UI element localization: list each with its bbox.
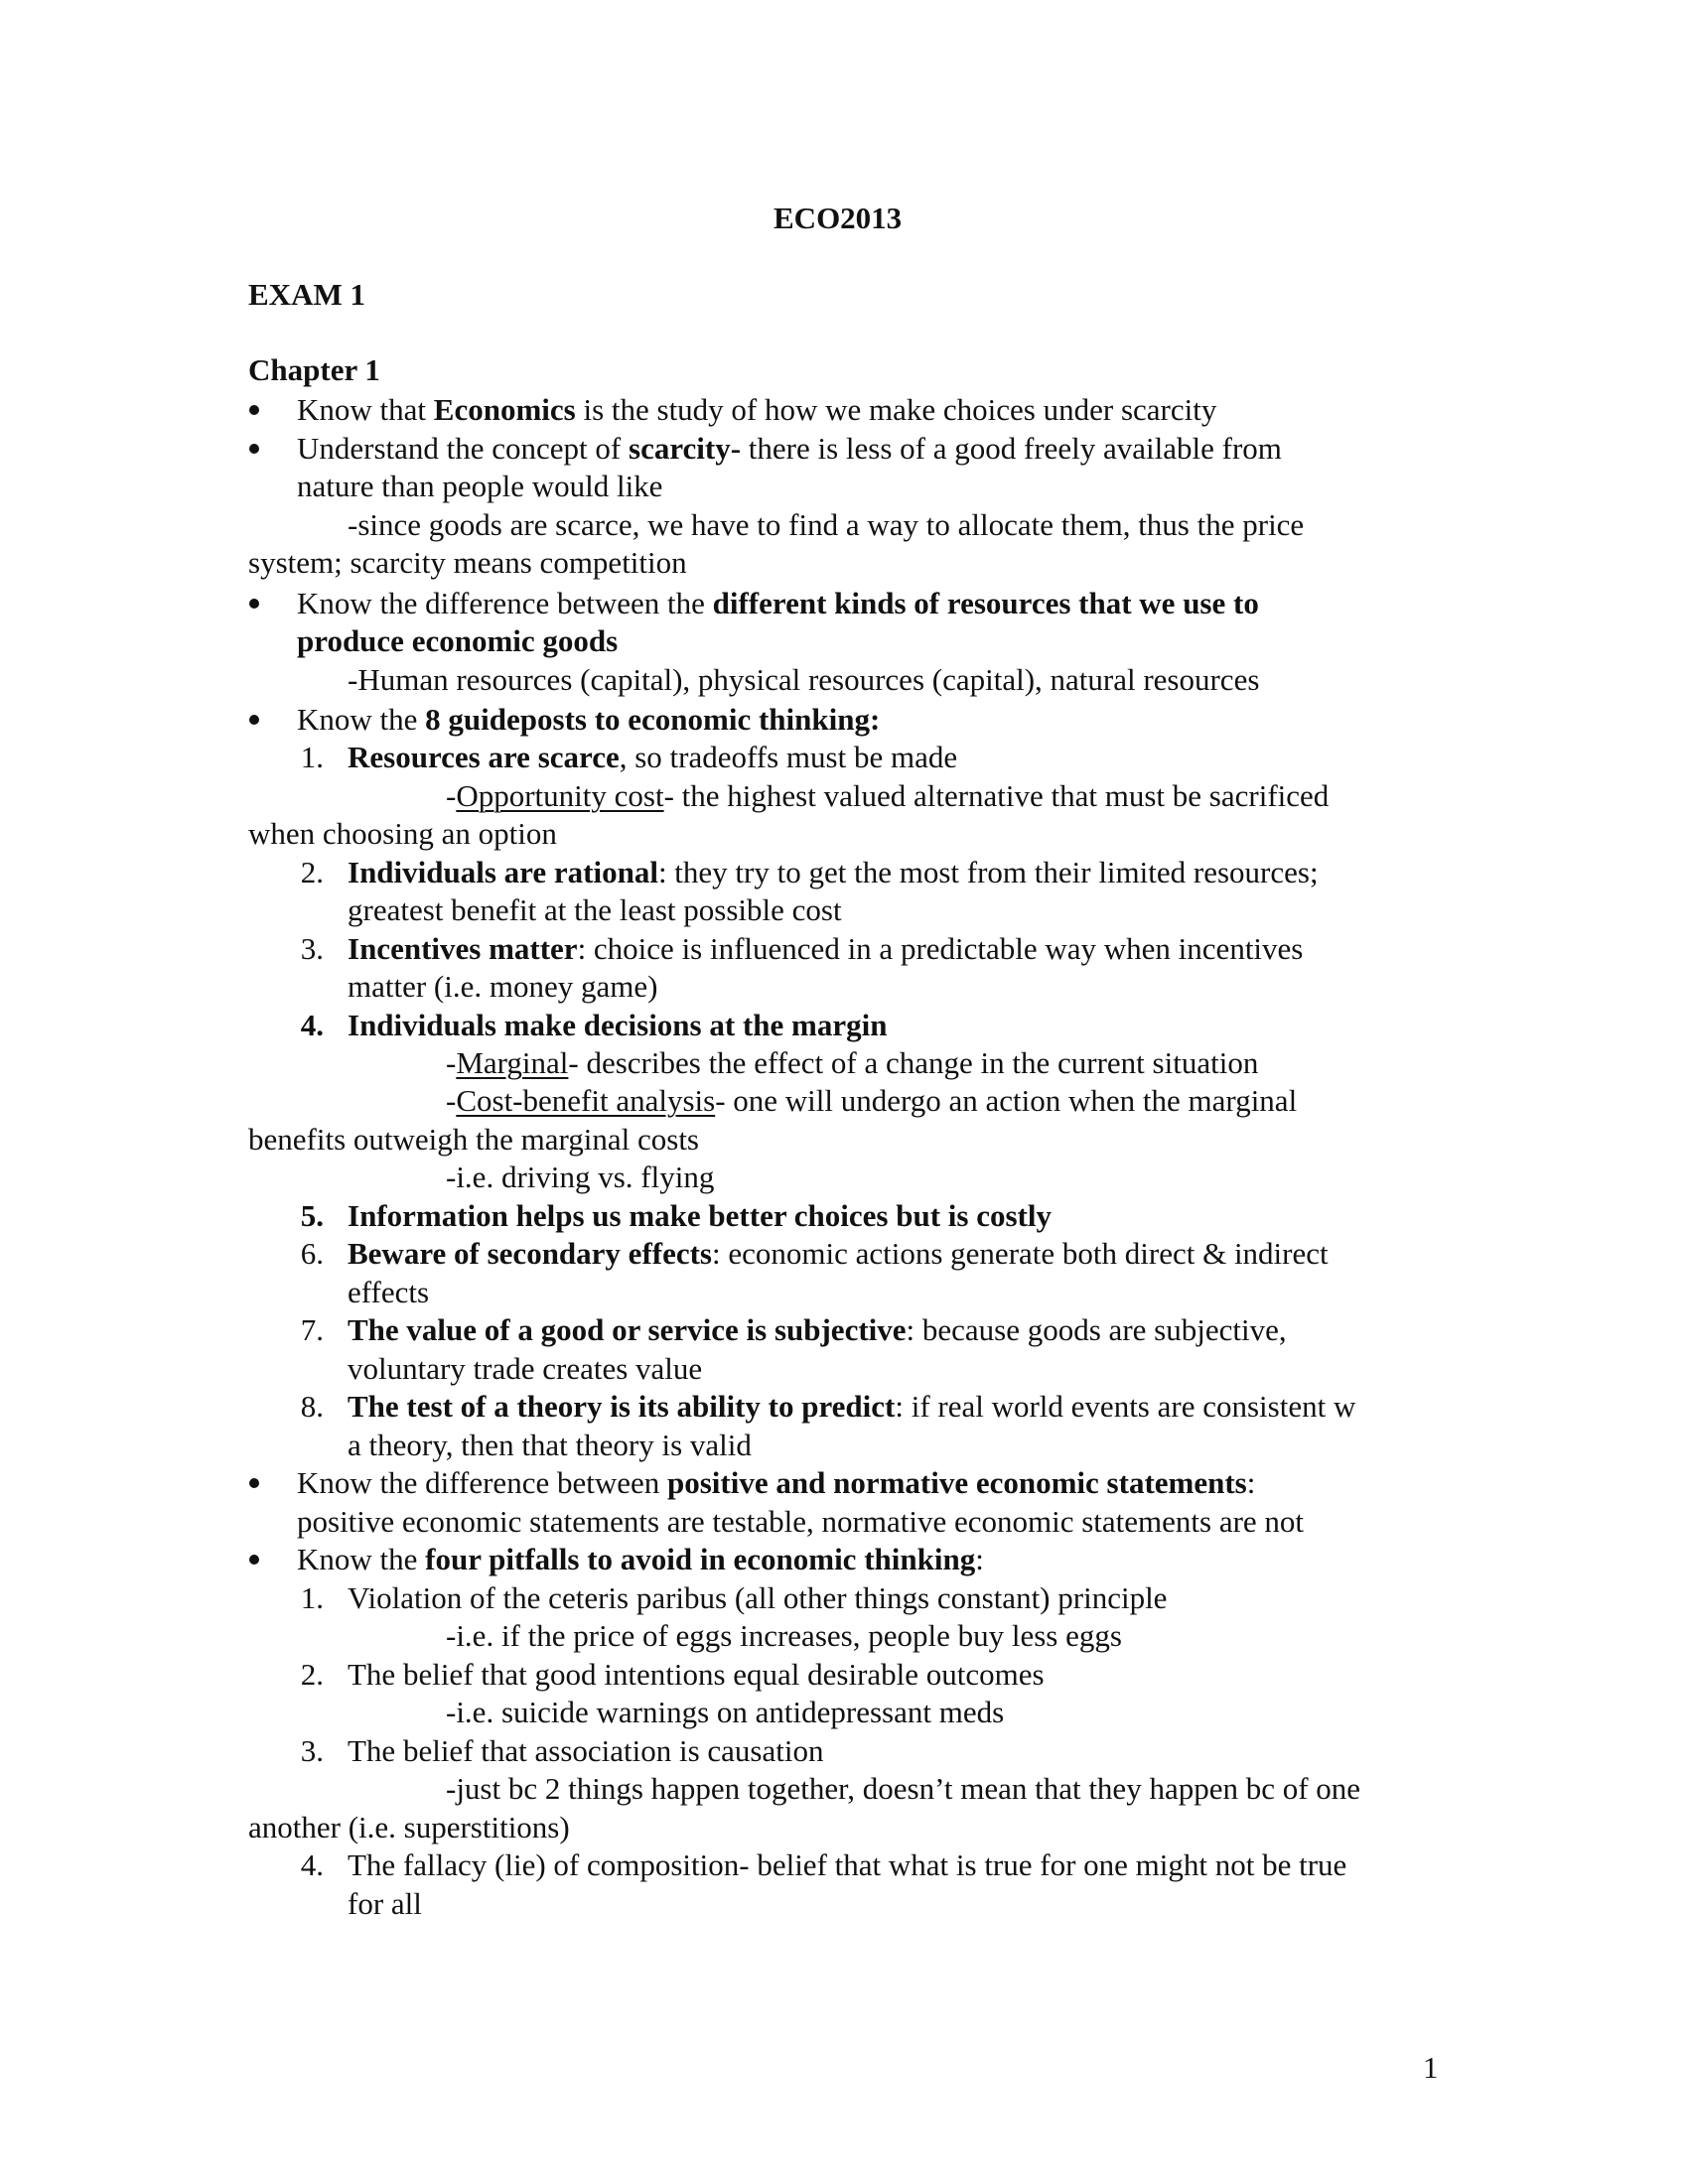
scarcity-note-line2: system; scarcity means competition — [248, 545, 687, 580]
term-scarcity: scarcity- — [629, 431, 742, 466]
text: , so tradeoffs must be made — [619, 740, 958, 774]
guidepost-8 — [348, 1388, 1355, 1426]
guidepost-1-note — [446, 777, 1329, 815]
text: : economic actions generate both direct & indirect — [712, 1236, 1329, 1271]
guidepost-4-cost-benefit-line2: benefits outweigh the marginal costs — [248, 1122, 699, 1157]
pitfall-1: Violation of the ceteris paribus (all other things constant) principle — [348, 1580, 1168, 1615]
guidepost-8-line2: a theory, then that theory is valid — [348, 1428, 752, 1462]
pitfall-2-example: -i.e. suicide warnings on antidepressant meds — [446, 1695, 1005, 1729]
list-number: 3. — [300, 931, 324, 966]
term: Beware of secondary effects — [348, 1236, 712, 1271]
text: is the study of how we make choices under scarcity — [575, 392, 1217, 427]
bullet-icon — [249, 715, 259, 725]
list-number: 3. — [300, 1733, 324, 1768]
bullet-positive-normative — [297, 1464, 1255, 1502]
text: - one will undergo an action when the marginal — [715, 1083, 1298, 1118]
guidepost-4: Individuals make decisions at the margin — [348, 1008, 888, 1042]
exam-heading: EXAM 1 — [248, 277, 365, 312]
list-number: 7. — [300, 1312, 324, 1347]
bullet-economics — [297, 391, 1216, 429]
bullet-icon — [249, 405, 259, 415]
list-number: 2. — [300, 1657, 324, 1692]
text: : choice is influenced in a predictable way when incentives — [577, 931, 1304, 966]
guidepost-6 — [348, 1235, 1329, 1273]
bullet-icon — [249, 1555, 259, 1565]
text: - — [446, 1083, 457, 1118]
bullet-resources — [297, 585, 1259, 622]
term-opportunity-cost: Opportunity cost — [456, 778, 664, 813]
guidepost-4-example: -i.e. driving vs. flying — [446, 1160, 715, 1194]
guidepost-1 — [348, 739, 957, 776]
guidepost-2-line2: greatest benefit at the least possible cost — [348, 892, 842, 927]
text: Know that — [297, 392, 434, 427]
pitfall-4: The fallacy (lie) of composition- belief that what is true for one might not be true — [348, 1847, 1347, 1882]
text: Know the — [297, 1542, 426, 1576]
term: The test of a theory is its ability to predict — [348, 1389, 896, 1424]
text: there is less of a good freely available from — [741, 431, 1282, 466]
bullet-icon — [249, 444, 259, 454]
list-number: 4. — [300, 1008, 324, 1042]
guidepost-4-cost-benefit — [446, 1082, 1297, 1120]
text: : because goods are subjective, — [906, 1312, 1287, 1347]
text: : — [1246, 1465, 1256, 1500]
text: Know the — [297, 702, 426, 737]
bullet-positive-normative-line2: positive economic statements are testable, normative economic statements are not — [297, 1504, 1305, 1539]
guidepost-4-marginal — [446, 1044, 1258, 1082]
pitfall-4-line2: for all — [348, 1886, 422, 1921]
list-number: 5. — [300, 1198, 324, 1233]
list-number: 6. — [300, 1236, 324, 1271]
bullet-resources-line2: produce economic goods — [297, 623, 619, 658]
term-marginal: Marginal — [456, 1045, 569, 1080]
text: - — [446, 1045, 457, 1080]
term: Resources are scarce — [348, 740, 620, 774]
guidepost-2 — [348, 854, 1319, 891]
pitfall-1-example: -i.e. if the price of eggs increases, people buy less eggs — [446, 1618, 1122, 1653]
pitfall-3: The belief that association is causation — [348, 1733, 824, 1768]
guidepost-6-line2: effects — [348, 1275, 430, 1309]
resources-note: -Human resources (capital), physical resources (capital), natural resources — [348, 662, 1260, 697]
term: Individuals are rational — [348, 855, 658, 889]
bullet-scarcity-line2: nature than people would like — [297, 469, 663, 503]
term-guideposts: 8 guideposts to economic thinking: — [425, 702, 881, 737]
text: Know the difference between — [297, 1465, 667, 1500]
list-number: 8. — [300, 1389, 324, 1424]
list-number: 4. — [300, 1847, 324, 1882]
guidepost-3 — [348, 930, 1303, 968]
term-cost-benefit: Cost-benefit analysis — [456, 1083, 716, 1118]
text: Know the difference between the — [297, 586, 713, 620]
guidepost-7 — [348, 1311, 1287, 1349]
page-number: 1 — [1423, 2050, 1439, 2085]
term-pitfalls: four pitfalls to avoid in economic thinking — [425, 1542, 976, 1576]
bullet-guideposts — [297, 701, 880, 739]
text: - — [446, 778, 457, 813]
bullet-scarcity — [297, 430, 1282, 468]
list-number: 2. — [300, 855, 324, 889]
text: : they try to get the most from their limited resources; — [657, 855, 1319, 889]
pitfall-2: The belief that good intentions equal desirable outcomes — [348, 1657, 1045, 1692]
term-resources: different kinds of resources that we use to — [712, 586, 1259, 620]
text: - describes the effect of a change in the current situation — [568, 1045, 1259, 1080]
text: : — [975, 1542, 984, 1576]
guidepost-1-note-line2: when choosing an option — [248, 816, 557, 851]
pitfall-3-example: -just bc 2 things happen together, doesn’t mean that they happen bc of one — [446, 1771, 1361, 1806]
pitfall-3-example-line2: another (i.e. superstitions) — [248, 1810, 570, 1844]
bullet-icon — [249, 1478, 259, 1488]
term-economics: Economics — [433, 392, 576, 427]
guidepost-7-line2: voluntary trade creates value — [348, 1351, 703, 1386]
guidepost-3-line2: matter (i.e. money game) — [348, 969, 658, 1004]
scarcity-note: -since goods are scarce, we have to find a way to allocate them, thus the price — [348, 507, 1305, 542]
chapter-heading: Chapter 1 — [248, 352, 380, 387]
bullet-icon — [249, 599, 259, 609]
bullet-pitfalls — [297, 1541, 984, 1578]
term: The value of a good or service is subjective — [348, 1312, 907, 1347]
list-number: 1. — [300, 740, 324, 774]
text: - the highest valued alternative that must be sacrificed — [663, 778, 1330, 813]
list-number: 1. — [300, 1580, 324, 1615]
text: Understand the concept of — [297, 431, 629, 466]
guidepost-5: Information helps us make better choices but is costly — [348, 1198, 1052, 1233]
term: Incentives matter — [348, 931, 578, 966]
term-positive-normative: positive and normative economic statements — [666, 1465, 1247, 1500]
course-title: ECO2013 — [774, 201, 903, 235]
text: : if real world events are consistent w — [895, 1389, 1356, 1424]
